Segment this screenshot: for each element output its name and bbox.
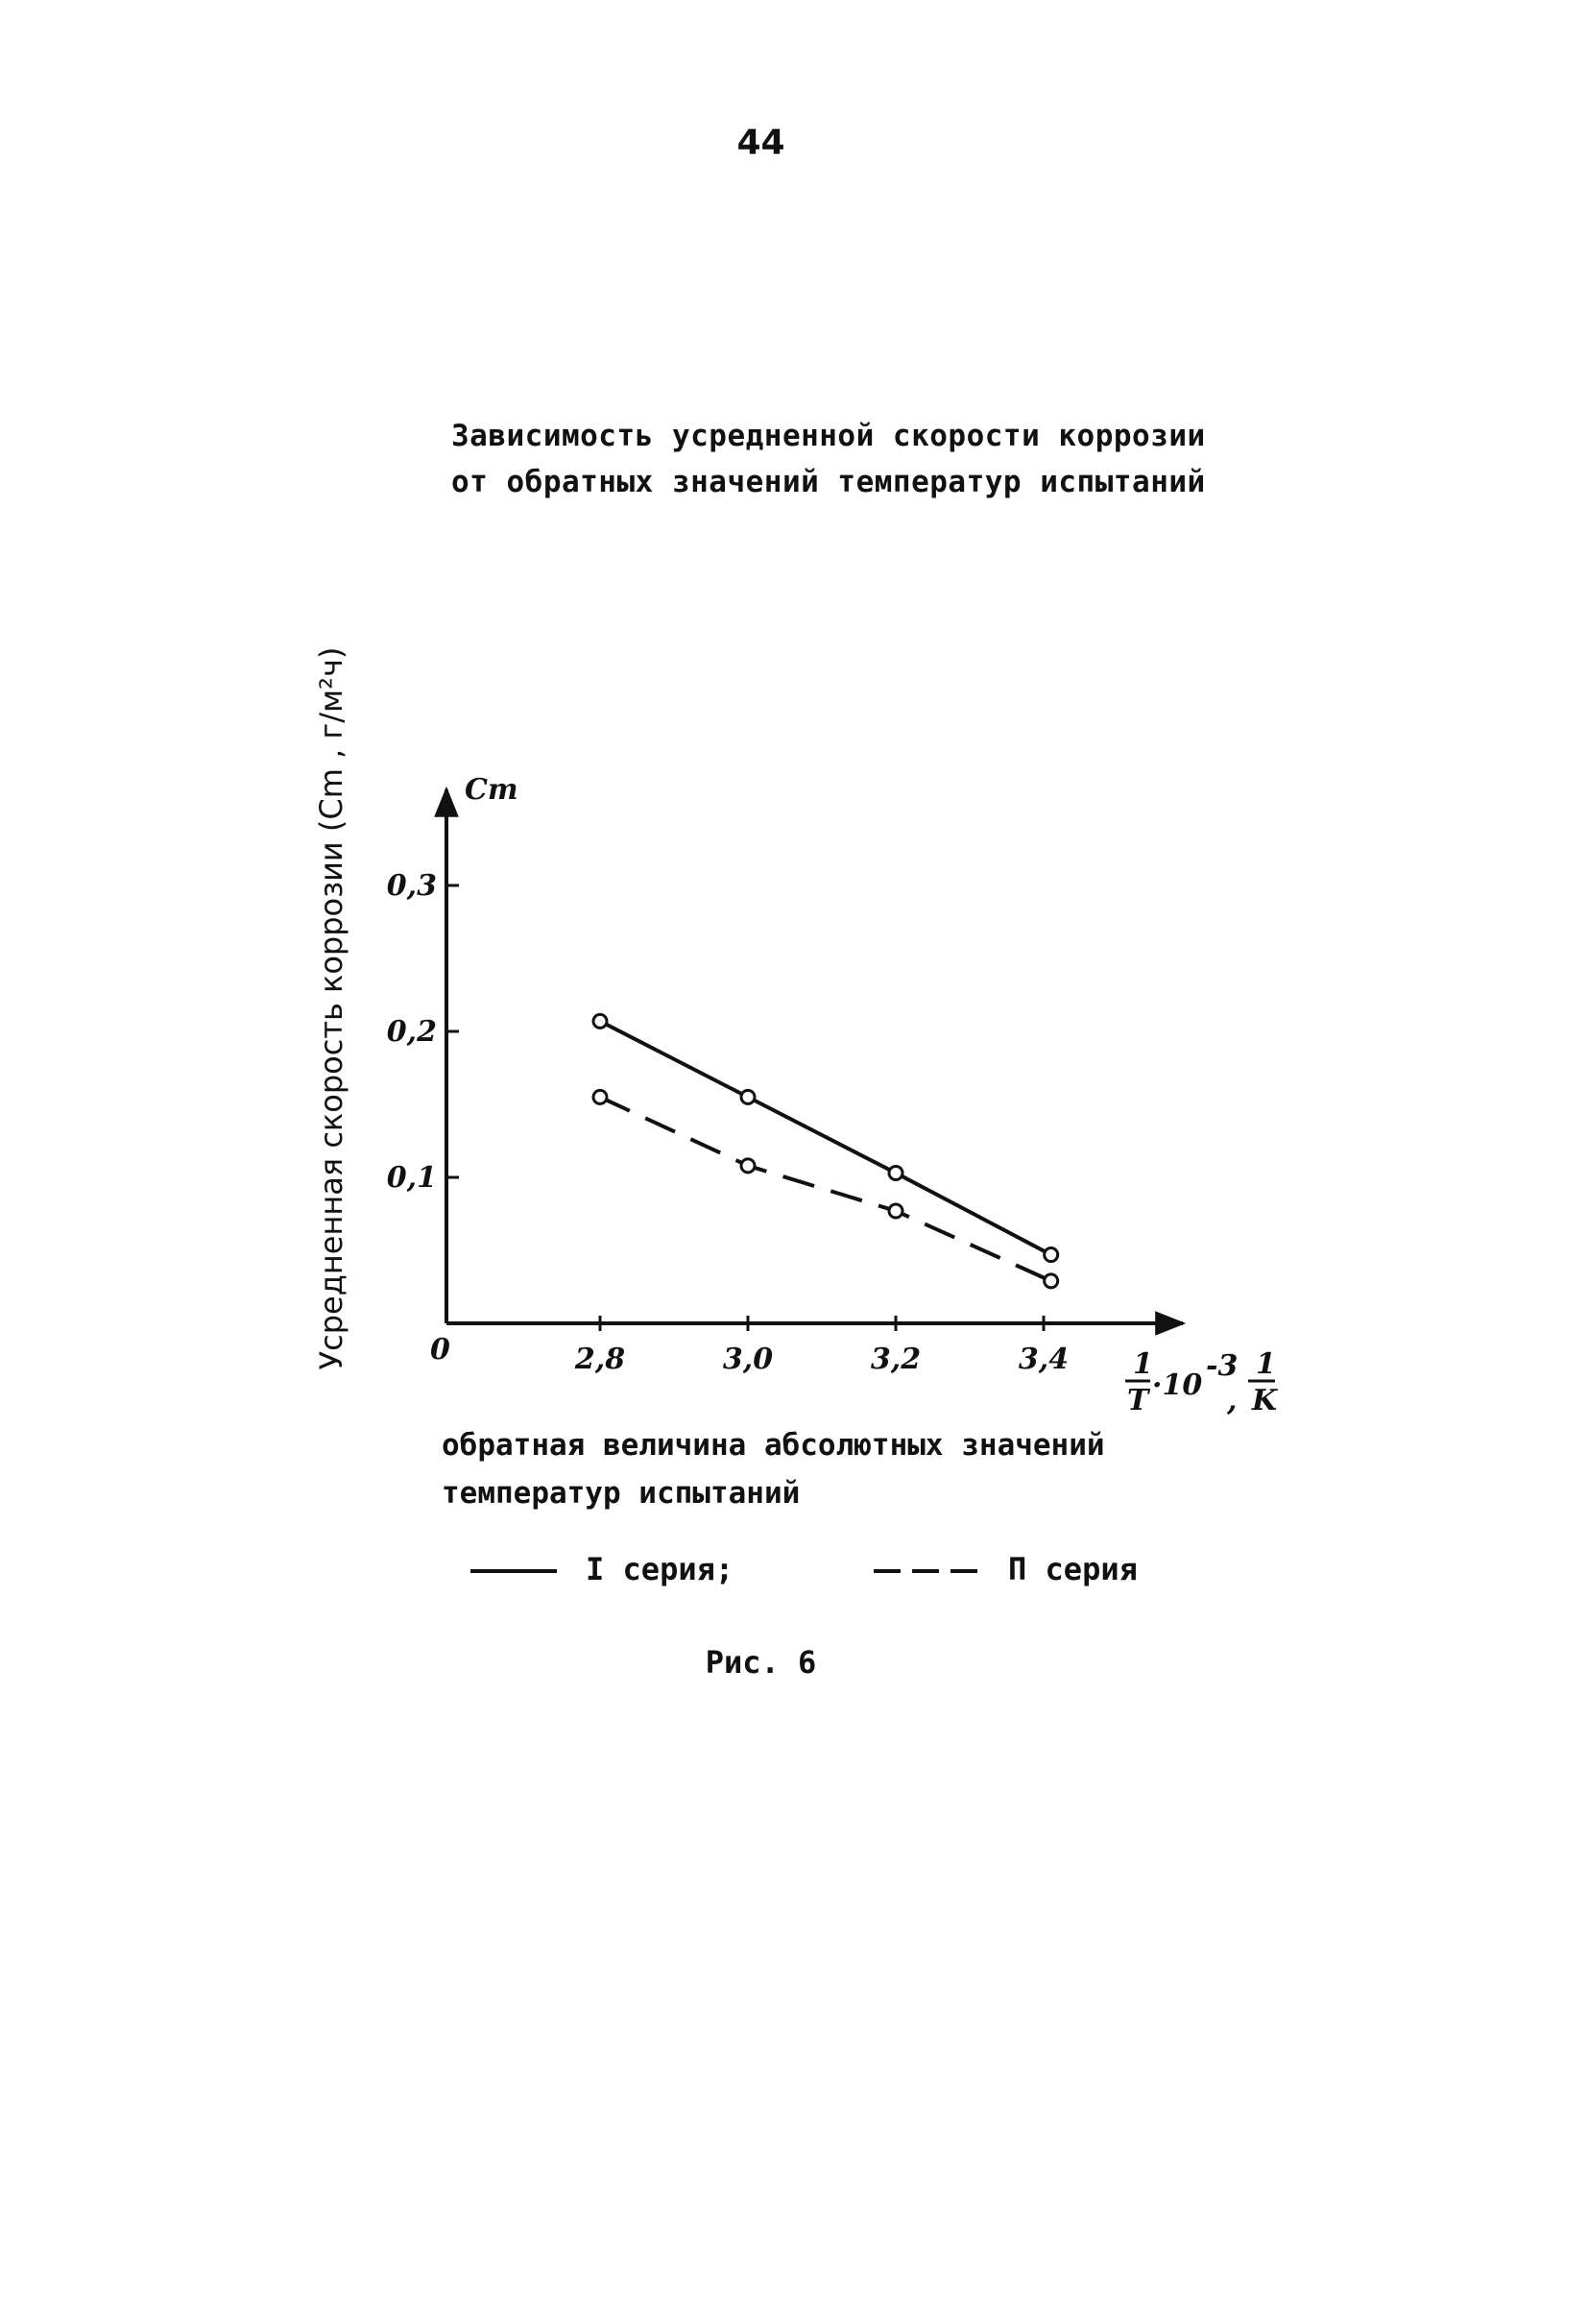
series-1 (593, 1014, 1058, 1261)
x-axis-title (442, 1421, 1306, 1517)
x-tick-label: 3,2 (870, 1343, 922, 1376)
series-2 (593, 1090, 1058, 1288)
origin-label: 0 (430, 1333, 450, 1367)
legend-label-series-1: I серия; (586, 1551, 734, 1587)
series-line (600, 1021, 1051, 1254)
x-axis-unit-label (1125, 1347, 1279, 1417)
svg-text:·10: ·10 (1152, 1368, 1203, 1402)
legend-item-series-1 (470, 1551, 734, 1587)
page-number: 44 (736, 123, 785, 162)
svg-text:T: T (1127, 1384, 1149, 1417)
legend-item-series-2 (874, 1551, 1138, 1587)
legend (470, 1551, 1335, 1599)
figure-caption: Рис. 6 (705, 1644, 817, 1681)
svg-text:1: 1 (1256, 1347, 1276, 1381)
svg-text:-3: -3 (1206, 1349, 1239, 1383)
data-point (741, 1090, 755, 1103)
svg-text:K: K (1252, 1384, 1278, 1417)
data-point (1045, 1274, 1058, 1288)
legend-label-series-2: П серия (1008, 1551, 1138, 1587)
data-point (889, 1204, 902, 1218)
y-tick-label: 0,1 (386, 1161, 437, 1195)
data-point (593, 1090, 607, 1103)
x-tick-label: 3,4 (1018, 1343, 1070, 1376)
y-tick-label: 0,3 (386, 869, 437, 903)
y-tick-label: 0,2 (386, 1015, 437, 1049)
y-axis-symbol: Cm (465, 773, 518, 807)
chart-title-line-1: Зависимость усредненной скорости коррозии (451, 419, 1206, 453)
data-point (593, 1014, 607, 1028)
chart-title-line-2: от обратных значений температур испытаний (451, 465, 1206, 499)
x-axis-title-line-2: температур испытаний (442, 1476, 801, 1511)
x-tick-label: 3,0 (722, 1343, 774, 1376)
data-point (741, 1159, 755, 1173)
x-axis-title-line-1: обратная величина абсолютных значений (442, 1428, 1105, 1463)
legend-solid-line-swatch (470, 1560, 557, 1579)
x-tick-label: 2,8 (574, 1343, 626, 1376)
svg-text:1: 1 (1133, 1347, 1153, 1381)
data-point (1045, 1248, 1058, 1262)
legend-dashed-line-swatch (874, 1560, 979, 1579)
data-point (889, 1166, 902, 1179)
y-axis-title: Усредненная скорость коррозии (Cm , г/м²ч) (313, 646, 349, 1370)
series-line (600, 1097, 1051, 1281)
svg-text:,: , (1227, 1384, 1238, 1417)
